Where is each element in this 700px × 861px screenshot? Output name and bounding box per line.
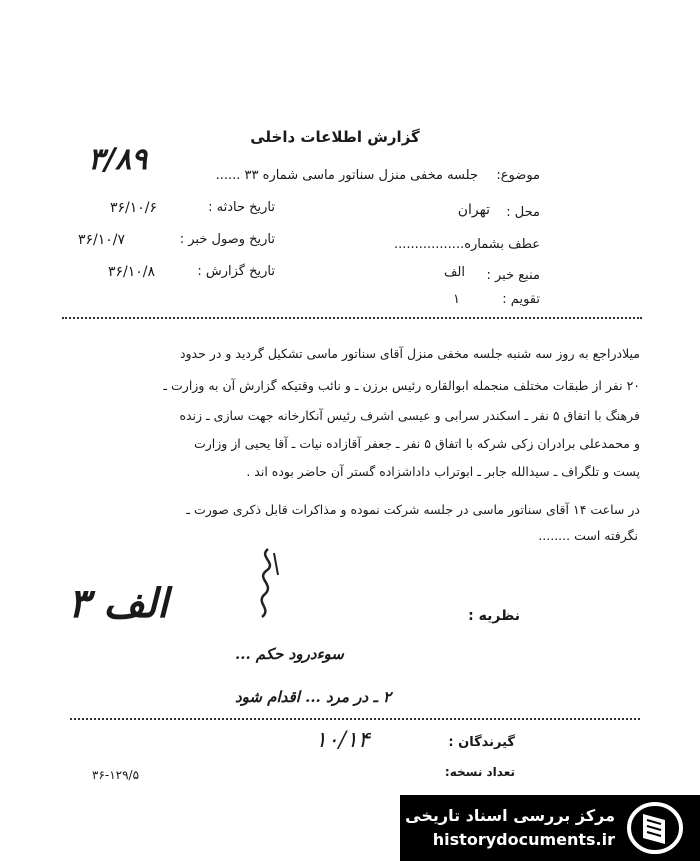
source-label: منبع خبر : [486, 268, 540, 283]
report-date-value: ۳۶/۱۰/۸ [108, 264, 156, 280]
rating-label: تقویم : [502, 292, 540, 307]
handwritten-stamp: الف ۳ [68, 580, 169, 627]
body-line-5: پست و تلگراف ـ سیدالله جابر ـ ابوتراب داداشزاده گستر آن حاضر بوده اند . [246, 464, 640, 479]
body-line-4: و محمدعلی برادران زکی شرکه با اتفاق ۵ نفر ـ جعفر آقازاده نیات ـ آقا یحیی از وزارت [193, 436, 640, 451]
received-date-label: تاریخ وصول خبر : [179, 232, 275, 247]
place-value: تهران [457, 202, 490, 218]
rating-value: ۱ [453, 292, 460, 307]
recipients-value: ۱۰/۱۴ [315, 728, 370, 753]
subject-value: جلسه مخفی منزل سناتور ماسی شماره ۳۳ ...... [215, 168, 478, 183]
watermark-url[interactable]: historydocuments.ir [432, 830, 615, 849]
report-date-label: تاریخ گزارش : [197, 264, 275, 279]
signature-mark [248, 545, 288, 620]
body-line-3: فرهنگ با اتفاق ۵ نفر ـ اسکندر سرابی و عیسی اشرف رئیس آنکارخانه جهت سازی ـ زنده [179, 408, 640, 423]
archive-code: ۳۶-۱۲۹/۵ [92, 768, 140, 782]
copies-label: تعداد نسخه: [444, 765, 515, 779]
separator-bottom [70, 718, 640, 720]
reference-label: عطف بشماره................. [393, 237, 540, 252]
event-date-value: ۳۶/۱۰/۶ [110, 200, 158, 216]
place-label: محل : [506, 205, 540, 220]
separator-top [62, 317, 642, 319]
body-line-1: میلادراجع به روز سه شنبه جلسه مخفی منزل آقای سناتور ماسی تشکیل گردید و در حدود [179, 346, 640, 361]
opinion-label: نظریه : [468, 608, 520, 624]
document-number: ۳/۸۹ [88, 142, 148, 177]
document-logo-icon [625, 800, 685, 856]
report-title: گزارش اطلاعات داخلی [250, 128, 420, 146]
handwritten-note-1: سوءدرود حکم ... [235, 645, 344, 663]
source-value: الف [443, 265, 465, 280]
subject-label: موضوع: [496, 168, 540, 183]
body-line-7: نگرفته است ........ [538, 528, 638, 543]
event-date-label: تاریخ حادثه : [208, 200, 275, 215]
handwritten-note-2: ۲ ـ در مرد ... اقدام شود [235, 688, 392, 706]
watermark-title: مرکز بررسی اسناد تاریخی [405, 806, 615, 825]
recipients-label: گیرندگان : [448, 735, 515, 750]
received-date-value: ۳۶/۱۰/۷ [78, 232, 126, 248]
body-line-6: در ساعت ۱۴ آقای سناتور ماسی در جلسه شرکت نموده و مذاکرات قابل ذکری صورت ـ [186, 502, 640, 517]
body-line-2: ۲۰ نفر از طبقات مختلف منجمله ابوالقاره رئیس برزن ـ و نائب وقتیکه گزارش آن به وزارت ـ [163, 378, 640, 393]
